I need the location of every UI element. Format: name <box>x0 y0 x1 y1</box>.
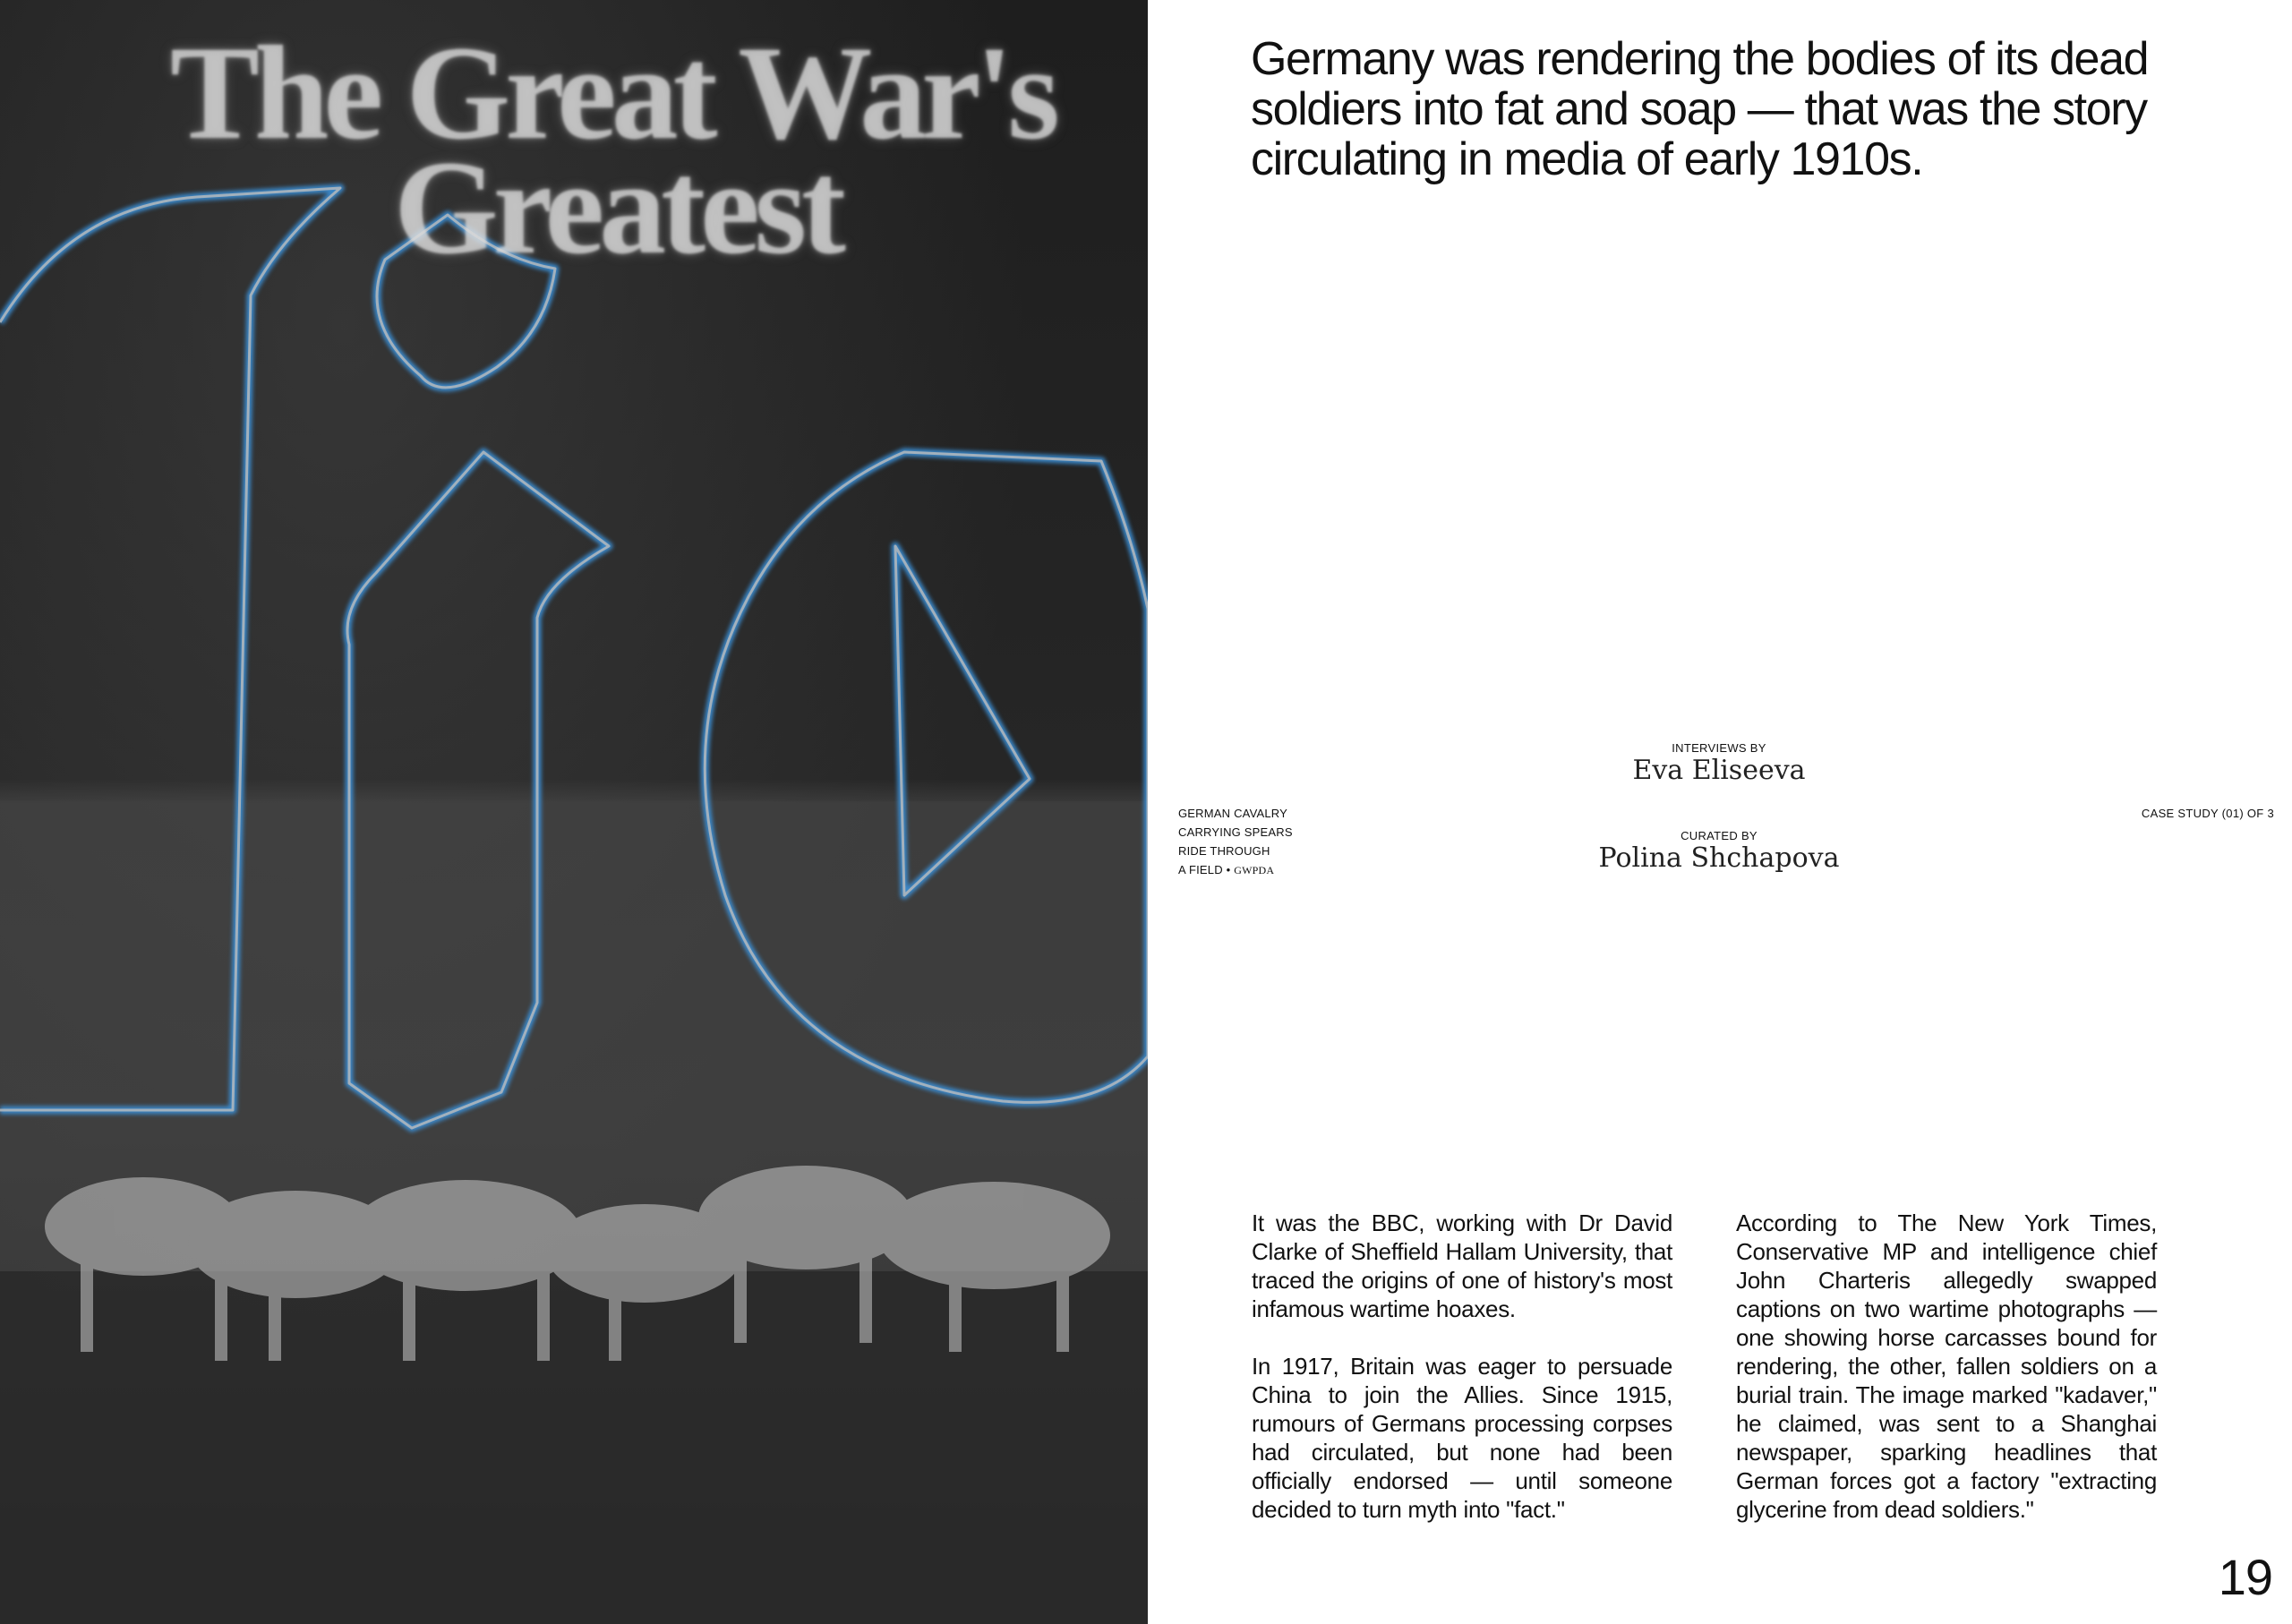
caption-line-text: A FIELD <box>1178 863 1223 876</box>
curated-credit <box>1495 829 1943 874</box>
caption-line: RIDE THROUGH <box>1178 844 1270 858</box>
curated-name: Polina Shchapova <box>1598 842 1840 874</box>
image-caption <box>1178 804 1321 880</box>
headline: Germany was rendering the bodies of its dead soldiers into fat and soap — that was the story circulating in media of early 1910s. <box>1251 33 2149 185</box>
cover-title-line-2: Greatest <box>394 133 841 282</box>
caption-line: GERMAN CAVALRY <box>1178 807 1287 820</box>
body-paragraph: It was the BBC, working with Dr David Clarke of Sheffield Hallam University, that traced the origins of one of history's most infamous wartime hoaxes. <box>1252 1209 1672 1322</box>
caption-source: GWPDA <box>1234 864 1275 876</box>
caption-bullet: • <box>1226 863 1231 876</box>
body-paragraph: In 1917, Britain was eager to persuade China to join the Allies. Since 1915, rumours of Germans processing corpses had circulated, but none had been officially endorsed — until someone decided to turn myth into "fact." <box>1252 1353 1672 1523</box>
interviews-credit <box>1495 741 1943 786</box>
caption-line <box>1178 860 1321 880</box>
body-paragraph: According to The New York Times, Conservative MP and intelligence chief John Charteris allegedly swapped captions on two wartime photographs — one showing horse carcasses bound for rendering, the other, fallen soldiers on a burial train. The image marked "kadaver," he claimed, was sent to a Shanghai newspaper, sparking headlines that German forces got a factory "extracting glycerine from dead soldiers." <box>1736 1209 2157 1523</box>
page-number: 19 <box>2218 1549 2272 1605</box>
body-column-1 <box>1252 1209 1672 1552</box>
caption-line: CARRYING SPEARS <box>1178 825 1293 839</box>
cover-title <box>170 19 1065 282</box>
interviews-name: Eva Eliseeva <box>1632 755 1806 786</box>
interviews-label: INTERVIEWS BY <box>1672 741 1766 755</box>
curated-label: CURATED BY <box>1681 829 1757 842</box>
case-study-label: CASE STUDY (01) OF 3 <box>2141 807 2274 820</box>
body-column-2 <box>1736 1209 2157 1552</box>
cover-title-line-1: The Great War's <box>170 19 1055 167</box>
